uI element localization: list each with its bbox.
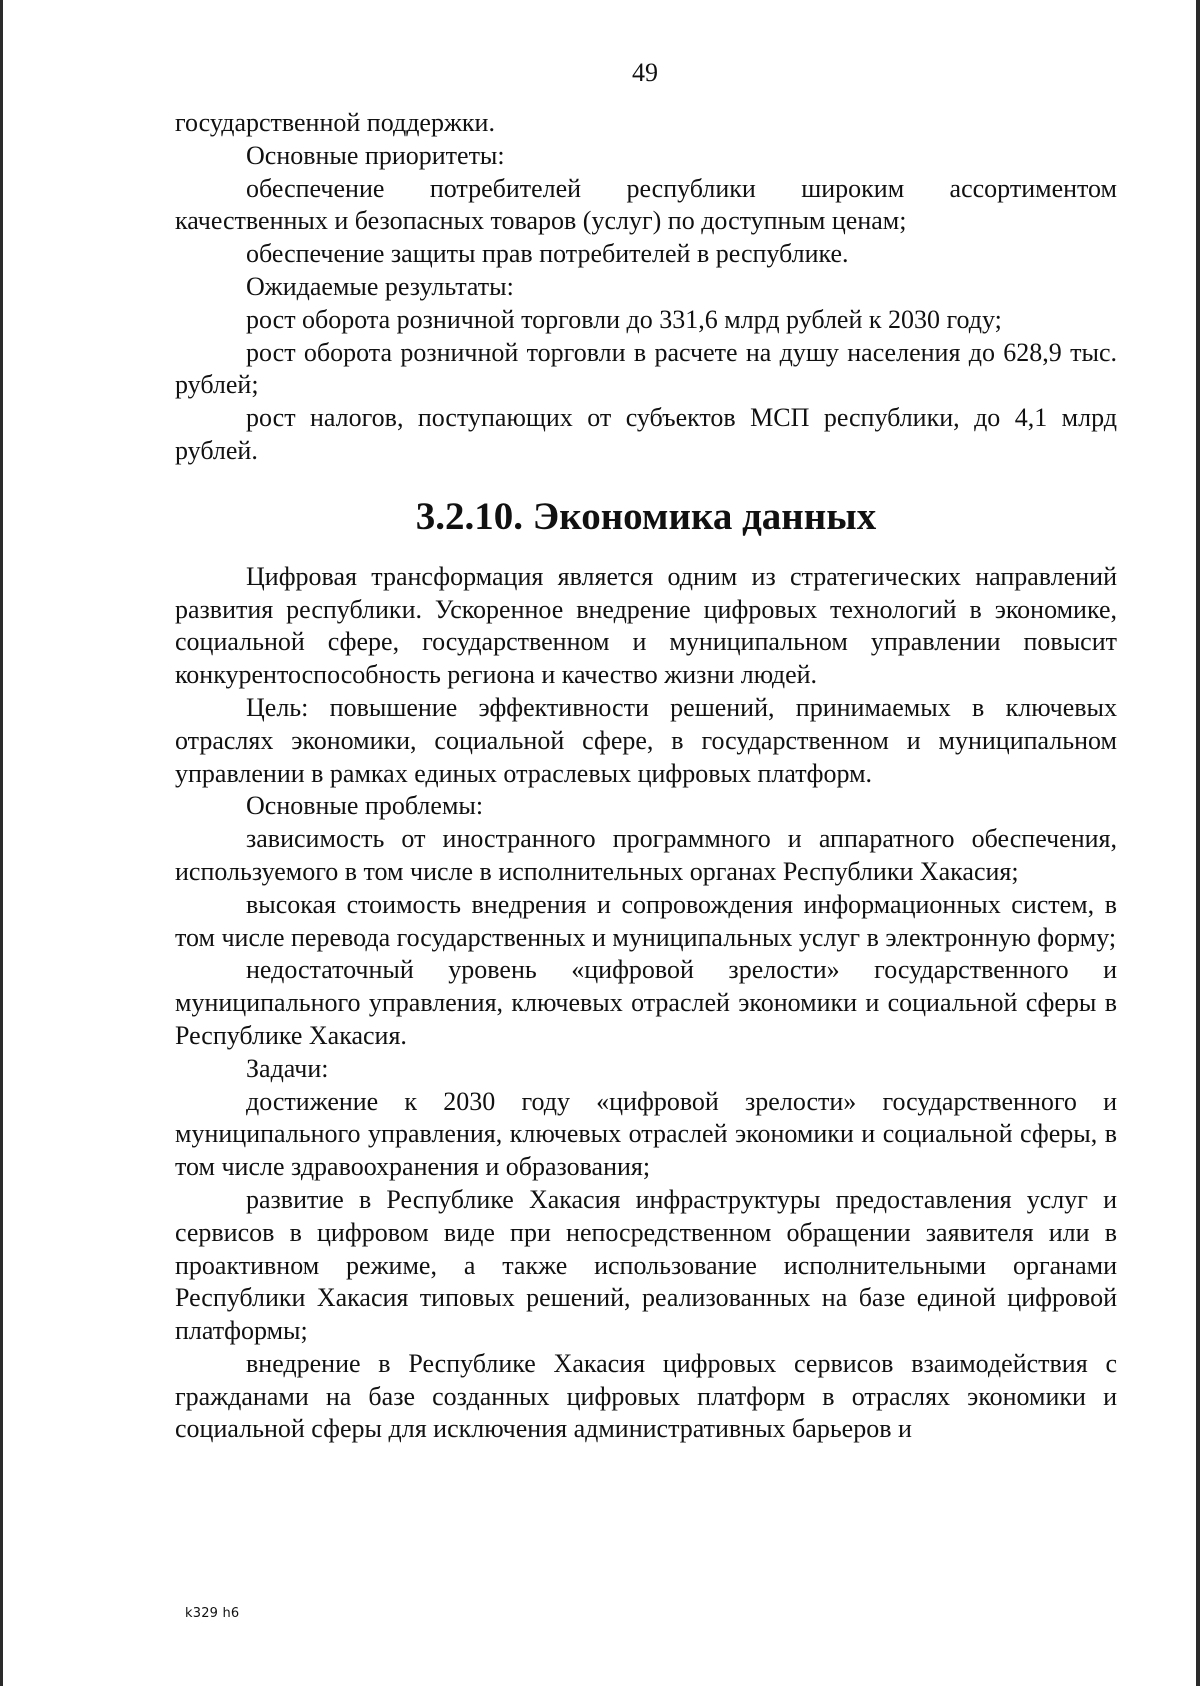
paragraph-result-1: рост оборота розничной торговли до 331,6 млрд рублей к 2030 году; xyxy=(246,304,1002,334)
paragraph-result-3: рост налогов, поступающих от субъектов МСП республики, до 4,1 млрд рублей. xyxy=(175,403,1117,465)
paragraph-priority-2: обеспечение защиты прав потребителей в республике. xyxy=(246,239,849,269)
paragraph-problem-3: недостаточный уровень «цифровой зрелости» государственного и муниципального управления, ключевых отраслей экономики и социальной сферы в Республике Хакасия. xyxy=(175,955,1117,1050)
footer-code: k329 h6 xyxy=(185,1606,240,1621)
paragraph-task-2: развитие в Республике Хакасия инфраструктуры предоставления услуг и сервисов в цифровом виде при непосредственном обращении заявителя или в проактивном режиме, а также использование исполнительными органами Республики Хакасия типовых решений, реализованных на базе единой цифровой платформы; xyxy=(175,1184,1117,1346)
paragraph-priority-1: обеспечение потребителей республики широким ассортиментом качественных и безопасных товаров (услуг) по доступным ценам; xyxy=(175,173,1117,236)
paragraph-results-label: Ожидаемые результаты: xyxy=(246,271,514,301)
paragraph-tasks-label: Задачи: xyxy=(246,1053,329,1083)
scan-left-edge xyxy=(0,0,3,1686)
paragraph-intro-continuation: государственной поддержки. xyxy=(175,108,495,137)
section-heading: 3.2.10. Экономика данных xyxy=(415,494,877,538)
paragraph-digital-transformation: Цифровая трансформация является одним из стратегических направлений развития республики. Ускоренное внедрение цифровых технологий в экономике, социальной сфере, государственном и муниципальном управлении повысит конкурентоспособность региона и качество жизни людей. xyxy=(175,561,1117,690)
paragraph-result-2: рост оборота розничной торговли в расчете на душу населения до 628,9 тыс. рублей; xyxy=(175,337,1117,400)
paragraph-problem-2: высокая стоимость внедрения и сопровождения информационных систем, в том числе перевода государственных и муниципальных услуг в электронную форму; xyxy=(175,889,1117,952)
paragraph-goal: Цель: повышение эффективности решений, принимаемых в ключевых отраслях экономики, социальной сфере, в государственном и муниципальном управлении в рамках единых отраслевых цифровых платформ. xyxy=(175,692,1117,788)
paragraph-task-1: достижение к 2030 году «цифровой зрелости» государственного и муниципального управления, ключевых отраслей экономики и социальной сферы, в том числе здравоохранения и образования; xyxy=(175,1086,1117,1182)
paragraph-task-3: внедрение в Республике Хакасия цифровых сервисов взаимодействия с гражданами на базе созданных цифровых платформ в отраслях экономики и социальной сферы для исключения административных барьеров и xyxy=(175,1348,1117,1444)
document-body xyxy=(175,107,1117,1446)
paragraph-problems-label: Основные проблемы: xyxy=(246,791,484,821)
paragraph-priorities-label: Основные приоритеты: xyxy=(246,140,505,170)
scan-right-edge xyxy=(1196,0,1200,1686)
page-number: 49 xyxy=(632,58,658,87)
paragraph-problem-1: зависимость от иностранного программного и аппаратного обеспечения, используемого в том числе в исполнительных органах Республики Хакасия; xyxy=(175,824,1117,886)
